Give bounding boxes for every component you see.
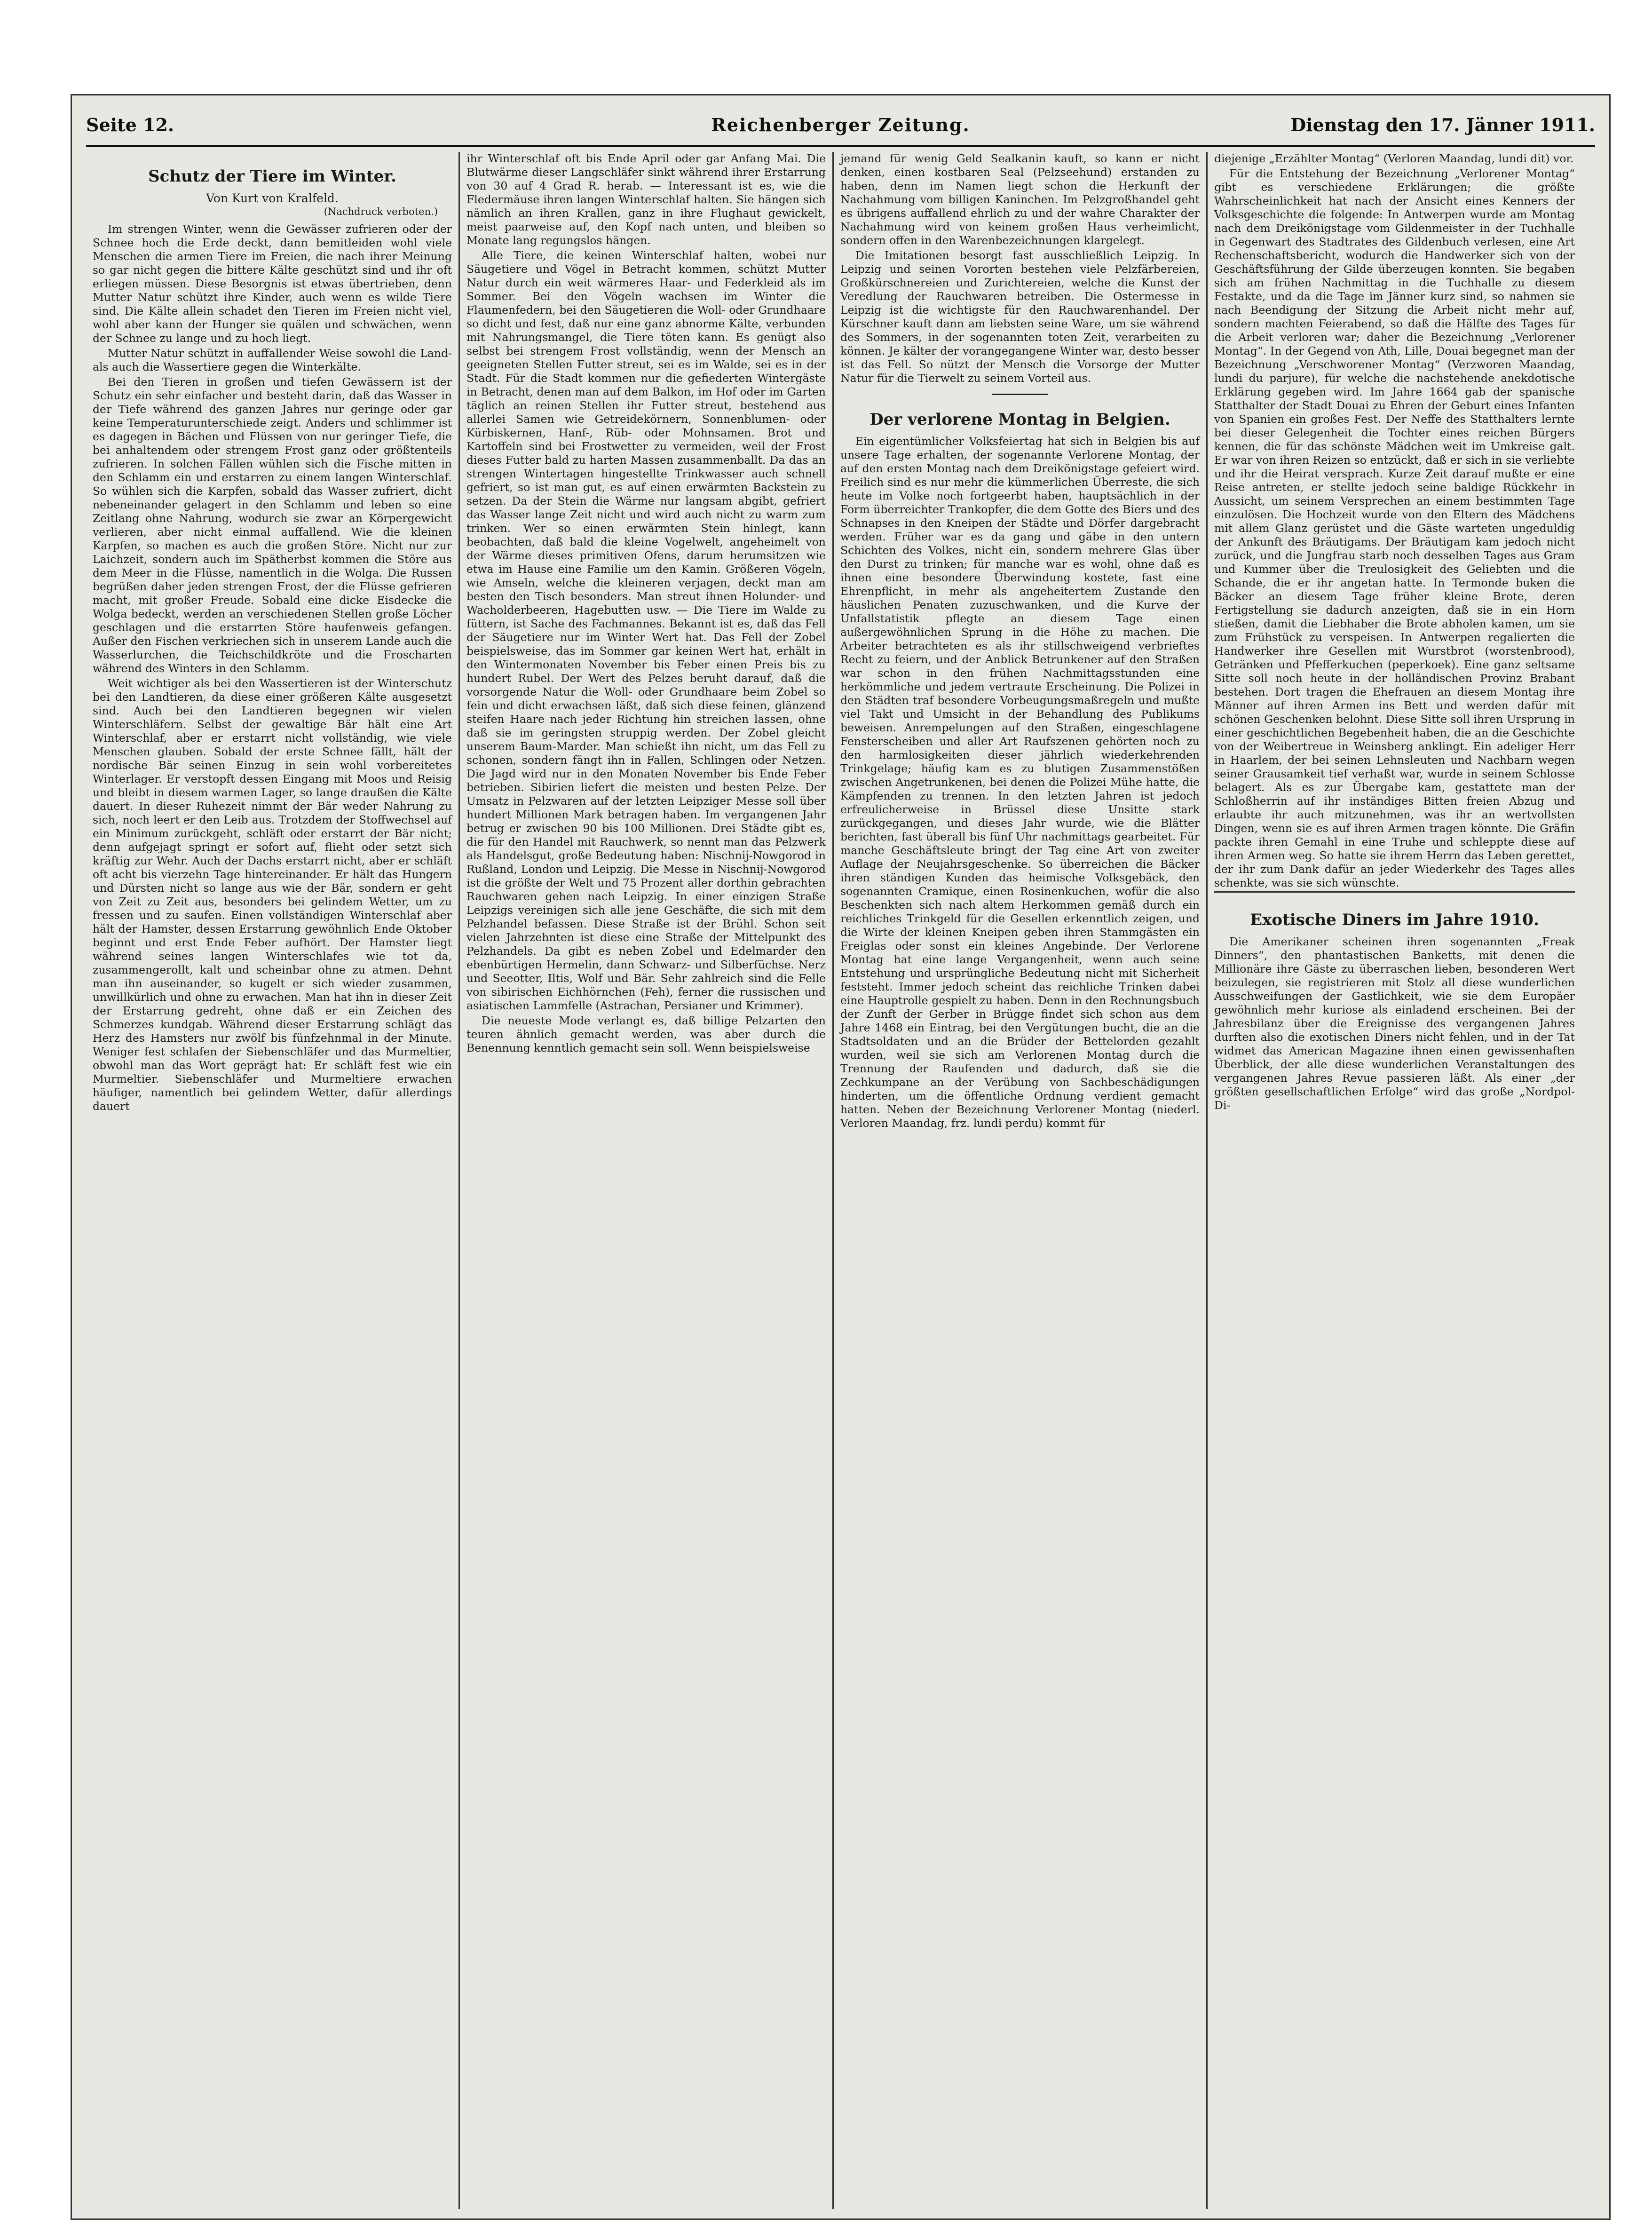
- paragraph: Alle Tiere, die keinen Winterschlaf halten, wobei nur Säugetiere und Vögel in Betracht kommen, schützt Mutter Natur durch ein weit wärmeres Haar- und Federkleid als im Sommer. Bei den Vögeln wachsen im Winter die Flaumenfedern, bei den Säugetieren die Woll- oder Grundhaare so dicht und fest, daß nur eine ganz abnorme Kälte, verbunden mit Nahrungsmangel, die Tiere töten kann. Es genügt also selbst bei strengem Frost vollständig, wenn der Mensch an geeigneten Stellen Futter streut, sei es im Walde, sei es in der Stadt. Für die Stadt kommen nur die gefiederten Wintergäste in Betracht, denen man auf dem Balkon, im Hof oder im Garten täglich an reinen Stellen ihr Futter streut, bestehend aus allerlei Samen wie Getreidekörnern, Sonnenblumen- oder Kürbiskernen, Hanf-, Rüb- oder Mohnsamen. Brot und Kartoffeln sind bei Frostwetter zu vermeiden, weil der Frost dieses Futter bald zu harten Massen zusammenballt. Da das an strengen Wintertagen hingestellte Trinkwasser auch schnell gefriert, so ist man gut, es auf einen erwärmten Backstein zu setzen. Da der Stein die Wärme nur langsam abgibt, gefriert das Wasser lange Zeit nicht und wird auch nicht zu warm zum trinken. Wer so einen erwärmten Stein hinlegt, kann beobachten, daß bald die kleine Vogelwelt, angeheimelt von der Wärme dieses primitiven Ofens, darum herumsitzen wie etwa im Hause eine Familie um den Kamin. Größeren Vögeln, wie Amseln, welche die kleineren verjagen, deckt man am besten den Tisch besonders. Man streut ihnen Holunder- und Wacholderbeeren, Hagebutten usw. — Die Tiere im Walde zu füttern, ist Sache des Fachmannes. Bekannt ist es, daß das Fell der Säugetiere nur im Winter Wert hat. Das Fell der Zobel beispielsweise, das im Sommer gar keinen Wert hat, erhält in den Wintermonaten November bis Feber einen Preis bis zu hundert Rubel. Der Wert des Pelzes beruht darauf, daß die vorsorgende Natur die Woll- oder Grundhaare beim Zobel so fein und dicht erwachsen läßt, daß sich diese feinen, glänzend steifen Haare nach jeder Richtung hin streichen lassen, ohne daß sie im geringsten struppig werden. Der Zobel gleicht unserem Baum-Marder. Man schießt ihn nicht, um das Fell zu schonen, sondern fängt ihn in Fallen, Schlingen oder Netzen. Die Jagd wird nur in den Monaten November bis Ende Feber betrieben. Sibirien liefert die meisten und besten Pelze. Der Umsatz in Pelzwaren auf der letzten Leipziger Messe soll über hundert Millionen Mark betragen haben. Im vergangenen Jahr betrug er zwischen 90 bis 100 Millionen. Drei Städte gibt es, die für den Handel mit Rauchwerk, so nennt man das Pelzwerk als Handelsgut, große Bedeutung haben: Nischnij-Nowgorod in Rußland, London und Leipzig. Die Messe in Nischnij-Nowgorod ist die größte der Welt und 75 Prozent aller dorthin gebrachten Rauchwaren gehen nach Leipzig. In einer einzigen Straße Leipzigs vereinigen sich alle jene Geschäfte, die sich mit dem Pelzhandel befassen. Diese Straße ist der Brühl. Schon seit vielen Jahrzehnten ist diese eine Straße der Mittelpunkt des Pelzhandels. Da gibt es neben Zobel und Edelmarder den ebenbürtigen Hermelin, dann Schwarz- und Silberfüchse. Nerz und Seeotter, Iltis, Wolf und Bär. Sehr zahlreich sind die Felle von sibirischen Eichhörnchen (Feh), ferner die russischen und asiatischen Lammfelle (Astrachan, Persianer und Krimmer).: [466, 249, 826, 1012]
- column-1: [86, 152, 460, 2209]
- article-title: Der verlorene Montag in Belgien.: [869, 410, 1170, 429]
- paragraph: Die Amerikaner scheinen ihren sogenannten „Freak Dinners“, den phantastischen Banketts, mit denen die Millionäre ihre Gäste zu überraschen lieben, besonderen Wert beizulegen, sie registrieren mit Stolz all diese wunderlichen Ausschweifungen der Gastlichkeit, wie sie dem Europäer gewöhnlich mehr kuriose als einladend erscheinen. Bei der Jahresbilanz über die Ereignisse des vergangenen Jahres durften also die exotischen Diners nicht fehlen, und in der Tat widmet das American Magazine ihnen einen gewissenhaften Überblick, der alle diese wunderlichen Veranstaltungen des vergangenen Jahres Revue passieren läßt. Als einer „der größten gesellschaftlichen Erfolge“ wird das große „Nordpol-Di-: [1214, 935, 1575, 1112]
- article-separator: [992, 394, 1048, 395]
- newspaper-title: Reichenberger Zeitung.: [711, 114, 970, 135]
- paragraph: Bei den Tieren in großen und tiefen Gewässern ist der Schutz ein sehr einfacher und besteht darin, daß das Wasser in der Tiefe während des ganzen Jahres nur geringe oder gar keine Temperaturunterschiede zeigt. Anders und schlimmer ist es dagegen in Bächen und Flüssen von nur geringer Tiefe, die bei anhaltendem oder strengem Frost ganz oder größtenteils zufrieren. In solchen Fällen wühlen sich die Fische mitten in den Schlamm ein und erstarren zu einem langen Winterschlaf. So wühlen sich die Karpfen, sobald das Wasser zufriert, dicht nebeneinander gelagert in den Schlamm und leben so eine Zeitlang ohne Nahrung, wodurch sie zwar an Körpergewicht verlieren, aber nicht einmal auffallend. Wie die kleinen Karpfen, so machen es auch die großen Störe. Nicht nur zur Laichzeit, sondern auch im Spätherbst kommen die Störe aus dem Meer in die Flüsse, namentlich in die Wolga. Die Russen begrüßen daher jeden strengen Frost, der die Flüsse gefrieren macht, mit großer Freude. Sobald eine dicke Eisdecke die Wolga bedeckt, werden an verschiedenen Stellen große Löcher geschlagen und die erstarrten Störe haufenweis gefangen. Außer den Fischen verkriechen sich in unserem Lande auch die Wasserlurchen, die Teichschildkröte und die Froscharten während des Winters in den Schlamm.: [93, 375, 452, 675]
- issue-date: Dienstag den 17. Jänner 1911.: [1290, 114, 1595, 135]
- article-box: [1214, 891, 1575, 1112]
- paragraph: diejenige „Erzählter Montag“ (Verloren Maandag, lundi dit) vor.: [1214, 152, 1574, 165]
- column-3: [834, 152, 1208, 2209]
- paragraph: Mutter Natur schützt in auffallender Weise sowohl die Land- als auch die Wassertiere gegen die Winterkälte.: [93, 347, 452, 373]
- paragraph: Für die Entstehung der Bezeichnung „Verlorener Montag“ gibt es verschiedene Erklärungen; die größte Wahrscheinlichkeit hat nach der Ansicht eines Kenners der Volksgeschichte die folgende: In Antwerpen wurde am Montag nach dem Dreikönigstage vom Gildenmeister in der Tuchhalle in Gegenwart des Stadtrates des Gildenbuch verlesen, eine Art Rechenschaftsbericht, wodurch die Handwerker sich von der Geschäftsführung der Gilde überzeugen konnten. Sie begaben sich am frühen Nachmittag in die Tuchhalle zu diesem Festakte, und da die Tage im Jänner kurz sind, so nahmen sie nach Beendigung der Sitzung die Arbeit nicht mehr auf, sondern machten Feierabend, so daß die Hälfte des Tages für die Arbeit verloren war; daher die Bezeichnung „Verlorener Montag“. In der Gegend von Ath, Lille, Douai begegnet man der Bezeichnung „Verschworener Montag“ (Verzworen Maandag, lundi du parjure), für welche die nachstehende anekdotische Erklärung gegeben wird. Im Jahre 1664 gab der spanische Statthalter der Stadt Douai zu Ehren der Geburt eines Infanten von Spanien ein großes Fest. Der Neffe des Statthalters lernte bei dieser Gelegenheit die Tochter eines reichen Bürgers kennen, die für das schönste Mädchen weit im Umkreise galt. Er war von ihren Reizen so entzückt, daß er sich in sie verliebte und ihr die Heirat versprach. Kurze Zeit darauf mußte er eine Reise antreten, er stellte jedoch seine baldige Rückkehr in Aussicht, um seinem Versprechen an einem bestimmten Tage einzulösen. Die Hochzeit wurde von den Eltern des Mädchens mit allem Glanz gerüstet und die Gäste warteten ungeduldig der Ankunft des Bräutigams. Der Bräutigam kam jedoch nicht zurück, und die Jungfrau starb noch desselben Tages aus Gram und Kummer über die Treulosigkeit des Geliebten und die Schande, die er ihr angetan hatte. In Termonde buken die Bäcker an diesem Tage früher kleine Brote, deren Fertigstellung sie dadurch anzeigten, daß sie in ein Horn stießen, damit die Liebhaber die Brote abholen kamen, um sie zum Frühstück zu verspeisen. In Antwerpen regalierten die Handwerker ihre Gesellen mit Wurstbrot (worstenbrood), Getränken und Pfefferkuchen (peperkoek). Eine ganz seltsame Sitte soll noch heute in der holländischen Provinz Brabant bestehen. Dort tragen die Ehefrauen an diesem Montag ihre Männer auf ihren Armen ins Bett und werden dafür mit schönen Geschenken belohnt. Diese Sitte soll ihren Ursprung in einer geschichtlichen Begebenheit haben, die an die Geschichte von der Weibertreue in Weinsberg anklingt. Ein adeliger Herr in Haarlem, der bei seinen Lehnsleuten und Nachbarn wegen seiner Grausamkeit tief verhaßt war, wurde in seinem Schlosse belagert. Als es zur Übergabe kam, gestattete man der Schloßherrin auf ihr inständiges Bitten freien Abzug und erlaubte ihr auch mitzunehmen, was ihr an wertvollsten Dingen, wenn sie es auf ihren Armen tragen könnte. Die Gräfin packte ihren Gemahl in eine Truhe und schleppte diese auf ihren Armen weg. So hatte sie ihrem Herrn das Leben gerettet, der ihr zum Dank dafür an jeder Wiederkehr des Tages alles schenkte, was sie sich wünschte.: [1214, 167, 1575, 889]
- paragraph: Die neueste Mode verlangt es, daß billige Pelzarten den teuren ähnlich gemacht werden, was aber durch die Benennung kenntlich gemacht sein soll. Wenn beispielsweise: [466, 1014, 826, 1054]
- page-header: [86, 105, 1595, 143]
- newspaper-page: [71, 94, 1611, 2220]
- paragraph: Im strengen Winter, wenn die Gewässer zufrieren oder der Schnee hoch die Erde deckt, dann bemitleiden wohl viele Menschen die armen Tiere im Freien, die nach ihrer Meinung so gar nicht gegen die bittere Kälte geschützt sind und ihr oft erliegen müssen. Diese Besorgnis ist etwas übertrieben, denn Mutter Natur schützt ihre Kinder, auch wenn es wilde Tiere sind. Die Kälte allein schadet den Tieren im Freien nicht viel, wohl aber kann der Hunger sie quälen und schwächen, wenn der Schnee zu lange und zu hoch liegt.: [93, 222, 452, 345]
- paragraph: Die Imitationen besorgt fast ausschließlich Leipzig. In Leipzig und seinen Vororten bestehen viele Pelzfärbereien, Großkürschnereien und Zurichtereien, welche die Kunst der Veredlung der Rauchwaren betreiben. Die Ostermesse in Leipzig ist die wichtigste für den Rauchwarenhandel. Der Kürschner kauft dann am liebsten seine Ware, um sie während des Sommers, in der sogenannten toten Zeit, verarbeiten zu können. Je kälter der vorangegangene Winter war, desto besser ist das Fell. So nützt der Mensch die Vorsorge der Mutter Natur für die Tierwelt zu seinem Vorteil aus.: [840, 249, 1200, 385]
- article-byline: Von Kurt von Kralfeld.: [206, 191, 339, 205]
- column-2: [460, 152, 834, 2209]
- columns: [86, 152, 1595, 2209]
- paragraph: Ein eigentümlicher Volksfeiertag hat sich in Belgien bis auf unsere Tage erhalten, der sogenannte Verlorene Montag, der auf den ersten Montag nach dem Dreikönigstage gefeiert wird. Freilich sind es nur mehr die kümmerlichen Überreste, die sich heute im Volke noch fortgeerbt haben, hauptsächlich in der Form überreichter Trankopfer, die dem Gotte des Biers und des Schnapses in den Kneipen der Städte und Dörfer dargebracht werden. Früher war es da gang und gäbe in den untern Schichten des Volkes, nicht ein, sondern mehrere Glas über den Durst zu trinken; für manche war es wohl, ohne daß es ihnen eine besondere Überwindung kostete, fast eine Ehrenpflicht, in mehr als angeheitertem Zustande den häuslichen Penaten zuzuschwanken, und die Kurve der Unfallstatistik pflegte an diesem Tage einen außergewöhnlichen Sprung in die Höhe zu machen. Die Arbeiter betrachteten es als ihr stillschweigend verbrieftes Recht zu feiern, und der Anblick Betrunkener auf den Straßen war schon in den frühen Nachmittagsstunden eine herkömmliche und jedem vertraute Erscheinung. Die Polizei in den Städten traf besondere Vorbeugungsmaßregeln und mußte viel Takt und Umsicht in der Behandlung des Publikums beweisen. Anrempelungen auf den Straßen, eingeschlagene Fensterscheiben und aller Art Raufszenen gehörten noch zu den harmlosigkeiten dieser jährlich wiederkehrenden Trinkgelage; häufig kam es zu blutigen Zusammenstößen zwischen Angetrunkenen, bei denen die Polizei Mühe hatte, die Kämpfenden zu trennen. In den letzten Jahren ist jedoch erfreulicherweise in Brüssel diese Unsitte stark zurückgegangen, und dieses Jahr wurde, wie die Blätter berichten, fast überall bis fünf Uhr nachmittags gearbeitet. Für manche Geschäftsleute bringt der Tag eine Art von zweiter Auflage der Neujahrsgeschenke. So überreichen die Bäcker ihren ständigen Kunden das heimische Volksgebäck, den sogenannten Cramique, einen Rosinenkuchen, wofür die also Beschenkten sich nach altem Herkommen gemäß durch ein reichliches Trinkgeld für die Gesellen erkenntlich zeigen, und die Wirte der kleinen Kneipen geben ihren Stammgästen ein Freiglas oder sonst ein kleines Angebinde. Der Verlorene Montag hat eine lange Vergangenheit, wenn auch seine Entstehung und ursprüngliche Bedeutung nicht mit Sicherheit feststeht. Immer jedoch scheint das reichliche Trinken dabei eine Hauptrolle gespielt zu haben. Denn in den Rechnungsbuch der Zunft der Gerber in Brügge findet sich schon aus dem Jahre 1468 ein Eintrag, bei den Vergütungen bucht, die an die Stadtsoldaten und an die Brüder der Bettelorden gezahlt wurden, weil sie sich am Verlorenen Montag durch die Trennung der Raufenden und dadurch, daß sie die Zechkumpane an der Verübung von Sachbeschädigungen hinderten, um die öffentliche Ordnung verdient gemacht hatten. Neben der Bezeichnung Verlorener Montag (niederl. Verloren Maandag, frz. lundi perdu) kommt für: [840, 435, 1200, 1130]
- reprint-note: (Nachdruck verboten.): [324, 206, 438, 217]
- header-rule: [86, 145, 1595, 147]
- column-4: [1208, 152, 1581, 2209]
- article-title: Schutz der Tiere im Winter.: [148, 167, 396, 186]
- paragraph: jemand für wenig Geld Sealkanin kauft, so kann er nicht denken, einen kostbaren Seal (Pelzseehund) erstanden zu haben, denn im Namen liegt schon die Herkunft der Nachahmung vom billigen Kaninchen. Im Pelzgroßhandel geht es übrigens auffallend ehrlich zu und der wahre Charakter der Nachahmung wird von keinem großen Haus verheimlicht, sondern offen in den Warenbezeichnungen klargelegt.: [840, 152, 1200, 247]
- article-title: Exotische Diners im Jahre 1910.: [1250, 911, 1539, 929]
- page-number: Seite 12.: [86, 114, 174, 135]
- paragraph: ihr Winterschlaf oft bis Ende April oder gar Anfang Mai. Die Blutwärme dieser Langschläfer sinkt während ihrer Erstarrung von 30 auf 4 Grad R. herab. — Interessant ist es, wie die Fledermäuse ihren langen Winterschlaf halten. Sie hängen sich nämlich an ihren Krallen, ganz in ihre Flughaut gewickelt, meist paarweise auf, den Kopf nach unten, und bleiben so Monate lang regungslos hängen.: [466, 152, 826, 247]
- paragraph: Weit wichtiger als bei den Wassertieren ist der Winterschutz bei den Landtieren, da diese einer größeren Kälte ausgesetzt sind. Auch bei den Landtieren begegnen wir vielen Winterschläfern. Selbst der gewaltige Bär hält eine Art Winterschlaf, aber er erstarrt nicht vollständig, wie viele Menschen glauben. Sobald der erste Schnee fällt, hält der nordische Bär seinen Einzug in sein wohl vorbereitetes Winterlager. Er verstopft dessen Eingang mit Moos und Reisig und bleibt in diesem warmen Lager, so lange draußen die Kälte dauert. In dieser Ruhezeit nimmt der Bär weder Nahrung zu sich, noch leert er den Leib aus. Trotzdem der Stoffwechsel auf ein Minimum zurückgeht, schläft oder erstarrt der Bär nicht; denn aufgejagt springt er sofort auf, flieht oder setzt sich kräftig zur Wehr. Auch der Dachs erstarrt nicht, aber er schläft oft acht bis vierzehn Tage hintereinander. Er hält das Hungern und Dürsten nicht so lange aus wie der Bär, sondern er geht von Zeit zu Zeit aus, besonders bei gelindem Wetter, um zu fressen und zu saufen. Einen vollständigen Winterschlaf aber hält der Hamster, dessen Erstarrung gewöhnlich Ende Oktober beginnt und erst Ende Feber aufhört. Der Hamster liegt während seines langen Winterschlafes wie tot da, zusammengerollt, kalt und scheinbar ohne zu atmen. Dehnt man ihn auseinander, so kugelt er sich wieder zusammen, unwillkürlich und ohne zu erwachen. Man hat ihn in dieser Zeit der Erstarrung gedreht, ohne daß er ein Zeichen des Schmerzes kundgab. Während dieser Erstarrung schlägt das Herz des Hamsters nur zwölf bis fünfzehnmal in der Minute. Weniger fest schlafen der Siebenschläfer und das Murmeltier, obwohl man das Wort geprägt hat: Er schläft fest wie ein Murmeltier. Siebenschläfer und Murmeltiere erwachen häufiger, namentlich bei gelindem Wetter, dafür allerdings dauert: [93, 677, 452, 1113]
